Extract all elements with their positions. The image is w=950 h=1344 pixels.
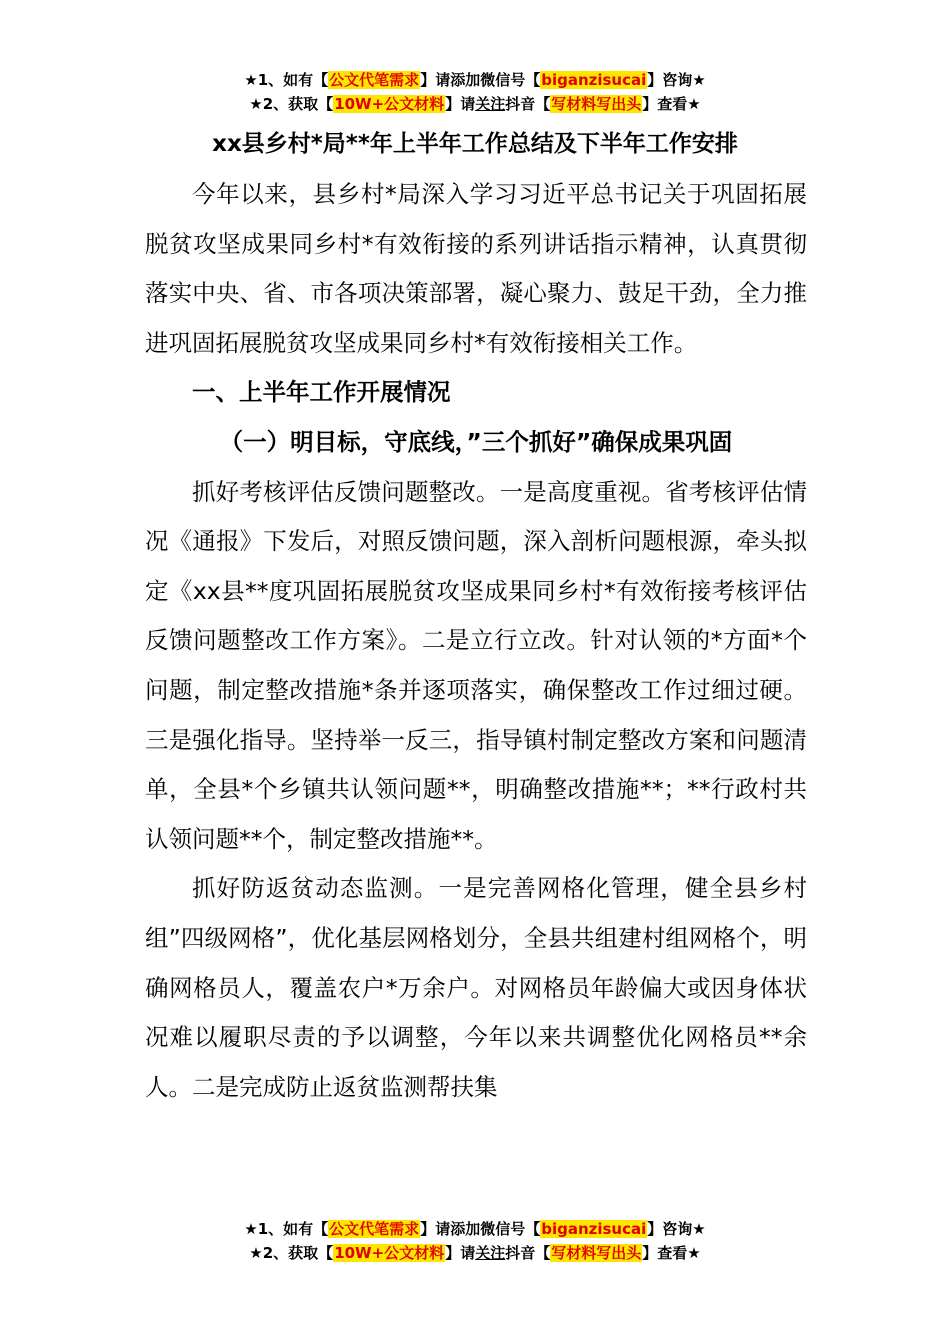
banner-line-1: ★1、如有【公文代笔需求】请添加微信号【biganzisucai】咨询★ bbox=[244, 1220, 706, 1238]
bottom-banner bbox=[0, 1217, 950, 1265]
highlight-service: 公文代笔需求 bbox=[329, 1220, 420, 1238]
banner-line-2: ★2、获取【10W+公文材料】请关注抖音【写材料写出头】查看★ bbox=[249, 95, 701, 113]
intro-paragraph: 今年以来，县乡村*局深入学习习近平总书记关于巩固拓展脱贫攻坚成果同乡村*有效衔接的系列讲话指示精神，认真贯彻落实中央、省、市各项决策部署，凝心聚力、鼓足干劲，全力推进巩固拓展脱贫攻坚成果同乡村*有效衔接相关工作。 bbox=[145, 180, 807, 357]
highlight-douyin: 写材料写出头 bbox=[551, 95, 642, 113]
highlight-wechat-id: biganzisucai bbox=[541, 71, 647, 89]
document-title: xx县乡村*局**年上半年工作总结及下半年工作安排 bbox=[212, 131, 738, 157]
subsection-heading-1: （一）明目标，守底线，”三个抓好”确保成果巩固 bbox=[219, 427, 733, 456]
section-heading-1: 一、上半年工作开展情况 bbox=[192, 378, 451, 407]
highlight-materials: 10W+公文材料 bbox=[334, 95, 445, 113]
top-banner bbox=[0, 68, 950, 116]
paragraph-monitoring: 抓好防返贫动态监测。一是完善网格化管理，健全县乡村组”四级网格”，优化基层网格划分，全县共组建村组网格个，明确网格员人，覆盖农户*万余户。对网格员年龄偏大或因身体状况难以履职尽责的予以调整，今年以来共调整优化网格员**余人。二是完成防止返贫监测帮扶集 bbox=[145, 874, 807, 1101]
highlight-wechat-id: biganzisucai bbox=[541, 1220, 647, 1238]
highlight-douyin: 写材料写出头 bbox=[551, 1244, 642, 1262]
paragraph-rectification: 抓好考核评估反馈问题整改。一是高度重视。省考核评估情况《通报》下发后，对照反馈问题，深入剖析问题根源，牵头拟定《xx县**度巩固拓展脱贫攻坚成果同乡村*有效衔接考核评估反馈问题整改工作方案》。二是立行立改。针对认领的*方面*个问题，制定整改措施*条并逐项落实，确保整改工作过细过硬。三是强化指导。坚持举一反三，指导镇村制定整改方案和问题清单，全县*个乡镇共认领问题**，明确整改措施**；**行政村共认领问题**个，制定整改措施**。 bbox=[145, 477, 807, 853]
banner-line-2: ★2、获取【10W+公文材料】请关注抖音【写材料写出头】查看★ bbox=[249, 1244, 701, 1262]
highlight-materials: 10W+公文材料 bbox=[334, 1244, 445, 1262]
document-body bbox=[145, 170, 807, 1112]
highlight-service: 公文代笔需求 bbox=[329, 71, 420, 89]
banner-line-1: ★1、如有【公文代笔需求】请添加微信号【biganzisucai】咨询★ bbox=[244, 71, 706, 89]
